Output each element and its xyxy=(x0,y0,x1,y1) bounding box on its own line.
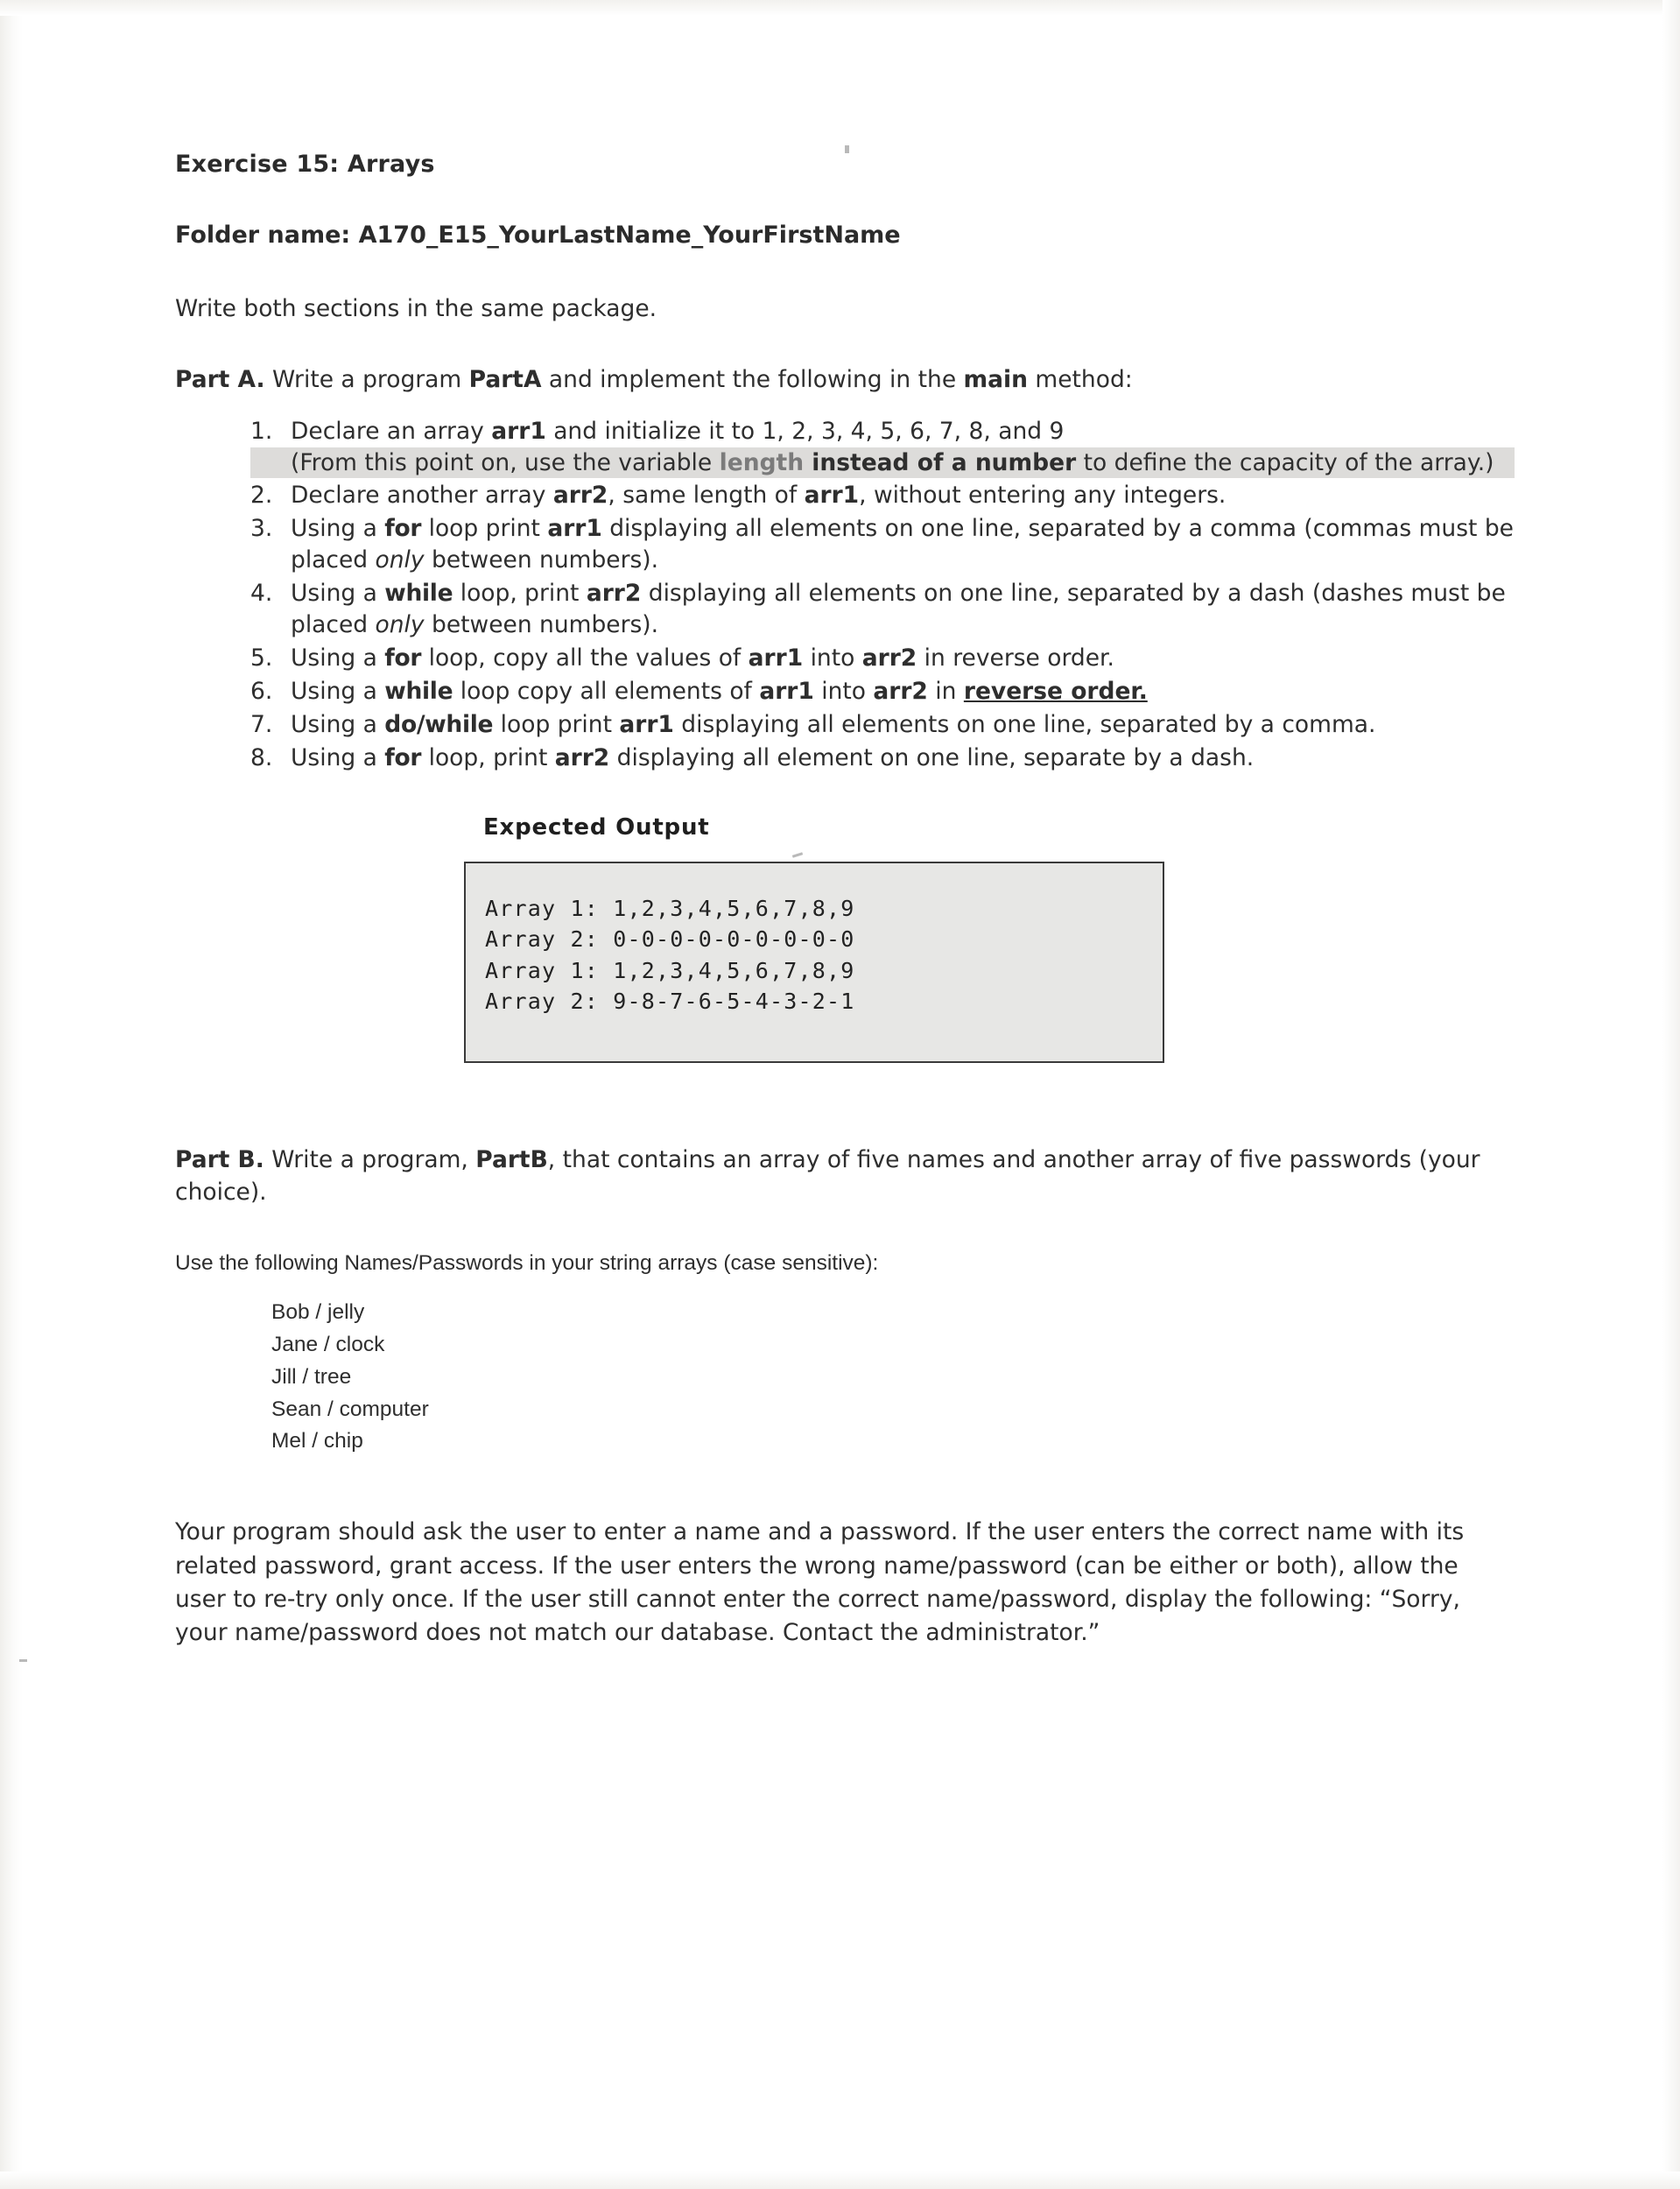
step1-note-keyword: length xyxy=(719,448,805,476)
step6-text-2: loop copy all elements of xyxy=(453,677,760,705)
step6-array-name-b: arr2 xyxy=(873,677,928,705)
step5-text-4: in reverse order. xyxy=(917,644,1114,672)
part-a-step-list xyxy=(175,416,1515,774)
credentials-list xyxy=(175,1297,1515,1458)
step3-emphasis: only xyxy=(375,546,425,574)
expected-output-box xyxy=(464,862,1164,1063)
list-item xyxy=(250,416,1515,479)
step3-text-2: loop print xyxy=(421,515,548,543)
part-a-program-name: PartA xyxy=(468,365,542,393)
step4-text-1: Using a xyxy=(291,580,385,608)
part-a-label: Part A. xyxy=(175,365,265,393)
step3-text-3: displaying all elements on one line, separated by a comma (commas must be placed xyxy=(291,515,1514,574)
step6-text-1: Using a xyxy=(291,677,385,705)
step5-array-name: arr1 xyxy=(748,644,804,672)
step7-text-1: Using a xyxy=(291,710,385,738)
step5-text-3: into xyxy=(803,644,862,672)
list-item xyxy=(250,513,1515,576)
part-b-label: Part B. xyxy=(175,1145,264,1173)
step1-note-1: (From this point on, use the variable xyxy=(291,448,720,476)
step5-text-1: Using a xyxy=(291,644,385,672)
step3-array-name: arr1 xyxy=(547,515,602,543)
step1-text-2: and initialize it to 1, 2, 3, 4, 5, 6, 7, 8, and 9 xyxy=(545,417,1065,445)
step7-keyword: do/while xyxy=(384,710,494,738)
step2-text-3: , without entering any integers. xyxy=(859,482,1227,510)
step1-highlighted-note xyxy=(250,447,1515,479)
step8-array-name: arr2 xyxy=(554,743,610,771)
step1-text-1: Declare an array xyxy=(291,417,492,445)
list-item: Mel / chip xyxy=(271,1429,363,1453)
step4-array-name: arr2 xyxy=(586,580,642,608)
part-a-method-name: main xyxy=(963,365,1028,393)
step2-text-2: , same length of xyxy=(608,482,805,510)
scan-edge-left xyxy=(0,0,23,2189)
folder-name-label: Folder name: xyxy=(175,222,351,249)
output-line: Array 1: 1,2,3,4,5,6,7,8,9 xyxy=(485,895,855,921)
step8-text-1: Using a xyxy=(291,743,385,771)
step6-underlined-phrase: reverse order. xyxy=(963,677,1148,705)
step8-text-2: loop, print xyxy=(421,743,555,771)
step5-array-name-b: arr2 xyxy=(861,644,917,672)
list-item: Bob / jelly xyxy=(271,1300,365,1325)
scan-edge-right xyxy=(1662,0,1680,2189)
step1-array-name: arr1 xyxy=(491,417,546,445)
part-b-final-paragraph: Your program should ask the user to enter a name and a password. If the user enters the correct name with its related password, grant access. If the user enters the wrong name/password (can be either or both), allow the user to re-try only once. If the user still cannot enter the correct name/password, display the following: “Sorry, your name/password does not match our database. Contact the administrator.” xyxy=(175,1518,1465,1647)
part-b-program-name: PartB xyxy=(475,1145,548,1173)
step8-keyword: for xyxy=(384,743,422,771)
list-item xyxy=(250,578,1515,641)
step4-keyword: while xyxy=(384,580,453,608)
step4-text-4: between numbers). xyxy=(424,611,659,639)
step7-text-2: loop print xyxy=(493,710,620,738)
step4-emphasis: only xyxy=(375,611,425,639)
page-title: Exercise 15: Arrays xyxy=(175,151,435,178)
credentials-instruction: Use the following Names/Passwords in your string arrays (case sensitive): xyxy=(175,1250,879,1275)
part-a-lead-post: method: xyxy=(1028,365,1133,393)
output-line: Array 1: 1,2,3,4,5,6,7,8,9 xyxy=(485,957,855,983)
folder-name-value: A170_E15_YourLastName_YourFirstName xyxy=(358,222,901,249)
step3-text-4: between numbers). xyxy=(424,546,659,574)
list-item xyxy=(250,643,1515,674)
step3-text-1: Using a xyxy=(291,515,385,543)
step6-array-name: arr1 xyxy=(759,677,814,705)
part-a-heading xyxy=(175,366,1515,393)
part-a-lead-pre: Write a program xyxy=(264,365,469,393)
step5-text-2: loop, copy all the values of xyxy=(421,644,749,672)
list-item xyxy=(250,676,1515,707)
folder-name-line xyxy=(175,222,1515,249)
step2-array-name-b: arr1 xyxy=(804,482,860,510)
expected-output-section xyxy=(175,814,1515,1063)
step2-array-name: arr2 xyxy=(552,482,608,510)
output-line: Array 2: 9-8-7-6-5-4-3-2-1 xyxy=(485,989,855,1015)
scan-speck xyxy=(19,1659,27,1662)
output-line: Array 2: 0-0-0-0-0-0-0-0-0 xyxy=(485,926,855,953)
step4-text-2: loop, print xyxy=(453,580,587,608)
list-item: Sean / computer xyxy=(271,1397,429,1421)
step1-note-2: instead of a number xyxy=(804,448,1077,476)
part-b-lead-pre: Write a program, xyxy=(264,1145,476,1173)
scan-edge-bottom xyxy=(0,2171,1680,2189)
part-b-lead-post: , that contains an array of five names and another array of five passwords (your choice). xyxy=(175,1145,1480,1207)
step1-note-3: to define the capacity of the array.) xyxy=(1076,448,1494,476)
step7-array-name: arr1 xyxy=(619,710,674,738)
expected-output-title: Expected Output xyxy=(483,813,710,841)
scan-edge-top xyxy=(0,0,1680,16)
list-item: Jane / clock xyxy=(271,1333,385,1357)
step6-text-4: in xyxy=(927,677,964,705)
part-b-heading xyxy=(175,1144,1515,1209)
step3-keyword: for xyxy=(384,515,422,543)
part-a-lead-mid: and implement the following in the xyxy=(541,365,964,393)
list-item xyxy=(250,709,1515,741)
step7-text-3: displaying all elements on one line, separated by a comma. xyxy=(673,710,1376,738)
step6-text-3: into xyxy=(813,677,874,705)
list-item xyxy=(250,743,1515,774)
list-item: Jill / tree xyxy=(271,1364,352,1389)
intro-paragraph: Write both sections in the same package. xyxy=(175,295,657,322)
list-item xyxy=(250,480,1515,511)
step4-text-3: displaying all elements on one line, separated by a dash (dashes must be placed xyxy=(291,580,1506,639)
step8-text-3: displaying all element on one line, separate by a dash. xyxy=(609,743,1255,771)
document-content xyxy=(175,151,1515,1673)
step5-keyword: for xyxy=(384,644,422,672)
step6-keyword: while xyxy=(384,677,453,705)
step2-text-1: Declare another array xyxy=(291,482,553,510)
